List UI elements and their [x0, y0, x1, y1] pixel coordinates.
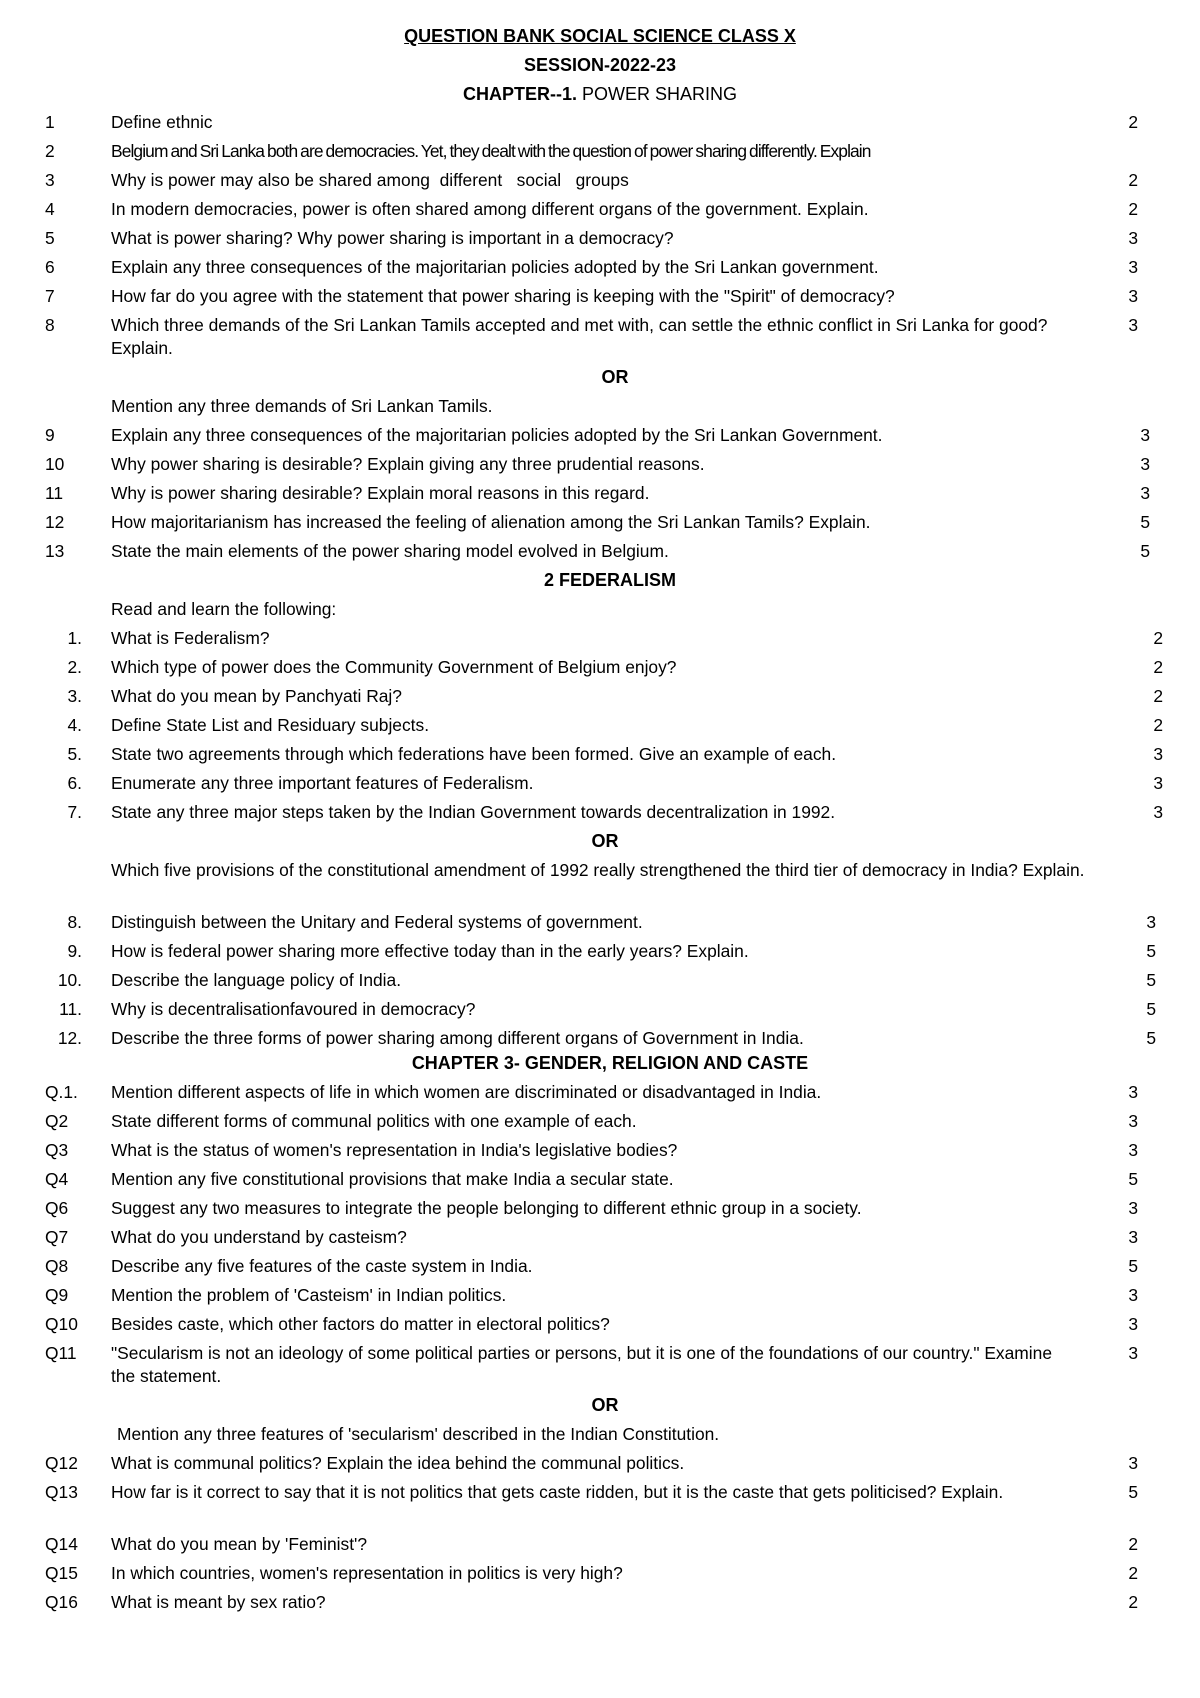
question-marks: 3 [1146, 912, 1156, 932]
question-number: 3. [67, 686, 82, 706]
question-marks: 3 [1128, 228, 1138, 248]
question-text: State different forms of communal politics with one example of each. [111, 1111, 637, 1131]
question-row [0, 424, 1200, 447]
question-number: 2. [67, 657, 82, 677]
question-row [0, 998, 1200, 1021]
question-row [0, 1481, 1200, 1527]
question-row [0, 1226, 1200, 1249]
question-row [0, 911, 1200, 934]
question-text: State the main elements of the power sharing model evolved in Belgium. [111, 541, 669, 561]
question-text: How far do you agree with the statement that power sharing is keeping with the "Spirit" of democracy? [111, 286, 895, 306]
question-text: Why is power sharing desirable? Explain moral reasons in this regard. [111, 483, 650, 503]
question-number: 5 [45, 228, 55, 248]
question-text: Define State List and Residuary subjects. [111, 715, 430, 735]
question-row [0, 1168, 1200, 1191]
question-marks: 2 [1128, 199, 1138, 219]
question-number: 11. [59, 999, 82, 1019]
alternative-question [0, 395, 1200, 418]
question-text: Describe the three forms of power sharing among different organs of Government in India. [111, 1028, 804, 1048]
chapter3-heading: CHAPTER 3- GENDER, RELIGION AND CASTE [411, 1053, 809, 1073]
alternative-question [0, 859, 1200, 905]
question-row [0, 540, 1200, 563]
question-marks: 3 [1153, 773, 1163, 793]
question-marks: 5 [1128, 1256, 1138, 1276]
question-number: Q4 [45, 1169, 69, 1189]
question-row [0, 1562, 1200, 1585]
chapter2-heading: 2 FEDERALISM [543, 570, 676, 590]
question-text: Enumerate any three important features of Federalism. [111, 773, 534, 793]
question-row [0, 656, 1200, 679]
question-number: Q8 [45, 1256, 69, 1276]
question-text: How is federal power sharing more effective today than in the early years? Explain. [111, 941, 749, 961]
question-row [0, 1452, 1200, 1475]
question-text: Besides caste, which other factors do matter in electoral politics? [111, 1314, 610, 1334]
question-number: 8. [67, 912, 82, 932]
question-number: 9 [45, 425, 55, 445]
question-text: Why is power may also be shared among different social groups [111, 170, 629, 190]
question-marks: 5 [1146, 1028, 1156, 1048]
question-marks: 3 [1128, 1343, 1138, 1363]
alternative-question [0, 1423, 1200, 1446]
question-number: 7 [45, 286, 55, 306]
question-number: Q14 [45, 1534, 78, 1554]
question-text: In modern democracies, power is often shared among different organs of the government. Explain. [111, 199, 869, 219]
question-marks: 2 [1128, 1563, 1138, 1583]
question-row [0, 1110, 1200, 1133]
question-row [0, 285, 1200, 308]
or-divider: OR [591, 1395, 619, 1415]
question-row [0, 1197, 1200, 1220]
question-marks: 3 [1128, 1198, 1138, 1218]
question-number: Q2 [45, 1111, 69, 1131]
question-row [0, 1139, 1200, 1162]
question-number: 7. [67, 802, 82, 822]
question-text: How majoritarianism has increased the feeling of alienation among the Sri Lankan Tamils? Explain. [111, 512, 871, 532]
question-marks: 3 [1153, 802, 1163, 822]
question-marks: 3 [1140, 425, 1150, 445]
question-row [0, 227, 1200, 250]
question-row [0, 511, 1200, 534]
question-row [0, 940, 1200, 963]
question-marks: 2 [1153, 686, 1163, 706]
question-number: 8 [45, 315, 55, 335]
question-number: 1 [45, 112, 55, 132]
question-marks: 2 [1128, 1534, 1138, 1554]
question-marks: 3 [1128, 257, 1138, 277]
question-number: 11 [45, 483, 64, 503]
question-row [0, 314, 1200, 360]
question-number: 4 [45, 199, 55, 219]
question-marks: 2 [1153, 628, 1163, 648]
or-divider: OR [591, 831, 619, 851]
question-number: 2 [45, 141, 55, 161]
question-text: Mention the problem of 'Casteism' in Indian politics. [111, 1285, 507, 1305]
question-number: 1. [67, 628, 82, 648]
question-marks: 5 [1128, 1169, 1138, 1189]
question-text: What do you mean by Panchyati Raj? [111, 686, 402, 706]
question-row [0, 140, 1200, 163]
question-number: Q9 [45, 1285, 69, 1305]
question-text: Why power sharing is desirable? Explain giving any three prudential reasons. [111, 454, 705, 474]
question-marks: 3 [1128, 1140, 1138, 1160]
question-marks: 3 [1128, 1111, 1138, 1131]
question-marks: 3 [1128, 286, 1138, 306]
question-number: 10 [45, 454, 65, 474]
question-number: 12. [57, 1028, 82, 1048]
question-row [0, 772, 1200, 795]
question-number: 4. [67, 715, 82, 735]
or-divider: OR [601, 367, 629, 387]
question-row [0, 743, 1200, 766]
question-marks: 2 [1153, 657, 1163, 677]
question-row [0, 1255, 1200, 1278]
question-marks: 3 [1128, 1285, 1138, 1305]
question-marks: 2 [1128, 112, 1138, 132]
question-row [0, 685, 1200, 708]
question-number: Q12 [45, 1453, 78, 1473]
question-text: Belgium and Sri Lanka both are democracies. Yet, they dealt with the question of power sharing differently. Explain [111, 141, 871, 161]
question-text: Which five provisions of the constitutional amendment of 1992 really strengthened the third tier of democracy in India? Explain. [111, 860, 1085, 880]
document-title: QUESTION BANK SOCIAL SCIENCE CLASS X [404, 26, 796, 46]
question-number: 9. [67, 941, 82, 961]
question-text: Explain any three consequences of the majoritarian policies adopted by the Sri Lankan government. [111, 257, 879, 277]
question-number: 6. [67, 773, 82, 793]
question-number: 6 [45, 257, 55, 277]
question-number: Q.1. [45, 1082, 78, 1102]
question-row [0, 111, 1200, 134]
question-text: State any three major steps taken by the Indian Government towards decentralization in 1992. [111, 802, 836, 822]
question-number: Q7 [45, 1227, 69, 1247]
question-text: Mention any three demands of Sri Lankan Tamils. [111, 396, 493, 416]
question-text: "Secularism is not an ideology of some political parties or persons, but it is one of the foundations of our country." Examine the statement. [111, 1343, 1052, 1386]
question-row [0, 198, 1200, 221]
question-text: What is meant by sex ratio? [111, 1592, 326, 1612]
session-label: SESSION-2022-23 [523, 55, 677, 75]
question-row [0, 1533, 1200, 1556]
question-marks: 5 [1146, 941, 1156, 961]
question-text: What is the status of women's representation in India's legislative bodies? [111, 1140, 678, 1160]
question-text: Mention different aspects of life in which women are discriminated or disadvantaged in India. [111, 1082, 822, 1102]
question-marks: 3 [1128, 1082, 1138, 1102]
question-row [0, 1591, 1200, 1614]
question-row [0, 801, 1200, 824]
question-marks: 3 [1128, 1453, 1138, 1473]
question-marks: 5 [1146, 970, 1156, 990]
chapter2-list [0, 598, 1200, 1050]
question-text: Suggest any two measures to integrate the people belonging to different ethnic group in a society. [111, 1198, 862, 1218]
question-number: Q3 [45, 1140, 69, 1160]
question-text: What is Federalism? [111, 628, 270, 648]
question-number: Q11 [45, 1343, 77, 1363]
question-marks: 2 [1153, 715, 1163, 735]
question-text: Describe any five features of the caste system in India. [111, 1256, 533, 1276]
question-marks: 3 [1128, 1227, 1138, 1247]
instruction-text: Read and learn the following: [111, 599, 337, 619]
question-row [0, 969, 1200, 992]
question-marks: 2 [1128, 170, 1138, 190]
question-text: Describe the language policy of India. [111, 970, 402, 990]
question-text: Mention any three features of 'secularism' described in the Indian Constitution. [117, 1424, 720, 1444]
question-row [0, 1342, 1200, 1388]
question-marks: 3 [1153, 744, 1163, 764]
question-marks: 5 [1140, 541, 1150, 561]
question-text: What do you mean by 'Feminist'? [111, 1534, 368, 1554]
question-row [0, 482, 1200, 505]
question-text: State two agreements through which federations have been formed. Give an example of each. [111, 744, 837, 764]
question-text: What is power sharing? Why power sharing is important in a democracy? [111, 228, 674, 248]
question-marks: 3 [1140, 454, 1150, 474]
question-text: Define ethnic [111, 112, 213, 132]
question-row [0, 1313, 1200, 1336]
question-text: Which three demands of the Sri Lankan Tamils accepted and met with, can settle the ethnic conflict in Sri Lanka for good? Explain. [111, 315, 1048, 358]
question-marks: 3 [1140, 483, 1150, 503]
question-number: 12 [45, 512, 65, 532]
question-number: 10. [57, 970, 82, 990]
question-number: Q13 [45, 1482, 78, 1502]
question-row [0, 453, 1200, 476]
question-number: Q15 [45, 1563, 78, 1583]
chapter3-list [0, 1081, 1200, 1614]
question-text: Mention any five constitutional provisions that make India a secular state. [111, 1169, 674, 1189]
question-marks: 2 [1128, 1592, 1138, 1612]
question-marks: 5 [1128, 1482, 1138, 1502]
question-text: Explain any three consequences of the majoritarian policies adopted by the Sri Lankan Government. [111, 425, 883, 445]
question-text: Which type of power does the Community Government of Belgium enjoy? [111, 657, 677, 677]
question-marks: 5 [1140, 512, 1150, 532]
question-row [0, 169, 1200, 192]
question-text: Why is decentralisationfavoured in democracy? [111, 999, 476, 1019]
question-row [0, 714, 1200, 737]
question-row [0, 627, 1200, 650]
chapter1-list [0, 111, 1200, 563]
question-row [0, 1284, 1200, 1307]
chapter1-heading: CHAPTER--1. POWER SHARING [462, 84, 738, 104]
question-row [0, 256, 1200, 279]
question-text: Distinguish between the Unitary and Federal systems of government. [111, 912, 643, 932]
question-number: 3 [45, 170, 55, 190]
question-marks: 5 [1146, 999, 1156, 1019]
question-number: 13 [45, 541, 65, 561]
question-row [0, 1081, 1200, 1104]
question-text: What is communal politics? Explain the idea behind the communal politics. [111, 1453, 685, 1473]
question-row [0, 1027, 1200, 1050]
question-text: What do you understand by casteism? [111, 1227, 407, 1247]
question-text: In which countries, women's representation in politics is very high? [111, 1563, 623, 1583]
question-number: Q16 [45, 1592, 78, 1612]
question-text: How far is it correct to say that it is not politics that gets caste ridden, but it is the caste that gets politicised? Explain. [111, 1482, 1004, 1502]
question-number: Q6 [45, 1198, 69, 1218]
question-marks: 3 [1128, 1314, 1138, 1334]
question-marks: 3 [1128, 315, 1138, 335]
question-number: Q10 [45, 1314, 78, 1334]
question-number: 5. [67, 744, 82, 764]
